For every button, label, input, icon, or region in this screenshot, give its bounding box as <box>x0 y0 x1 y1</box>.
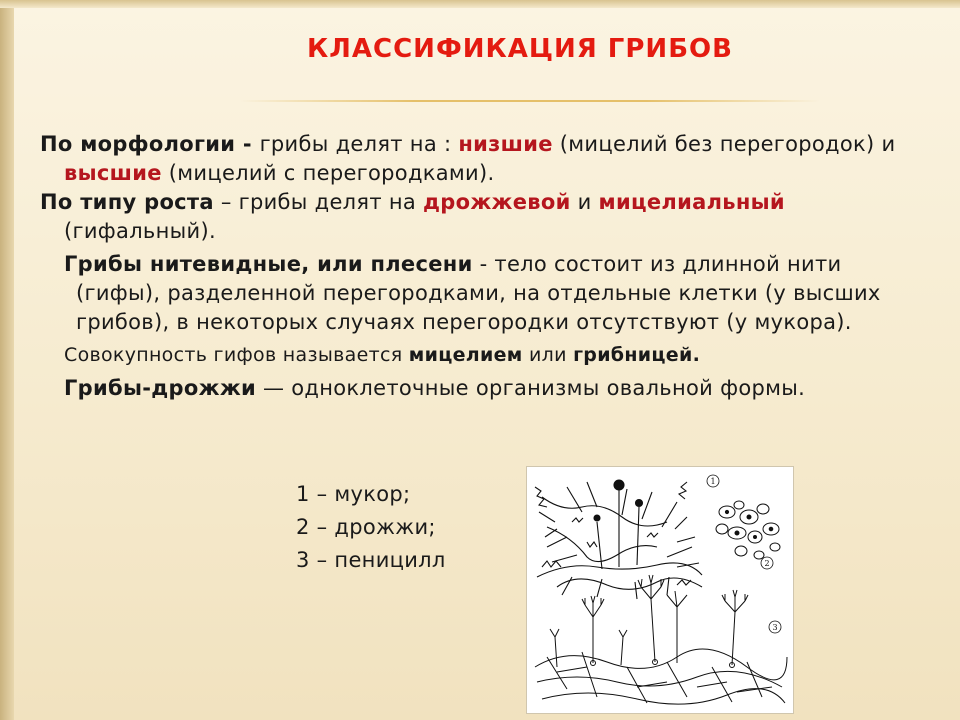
yeast-drawing <box>716 501 780 559</box>
marker-3 <box>769 621 781 633</box>
mucor-drawing <box>535 480 702 599</box>
slide-title: КЛАССИФИКАЦИЯ ГРИБОВ <box>307 34 733 64</box>
keyword-mycelial: мицелиальный <box>598 190 785 214</box>
term-mycelium-alt: грибницей. <box>573 344 701 366</box>
text: - тело состоит из длинной нити (гифы), разделенной перегородками, на отдельные клетки (у высших грибов), в некоторых случаях перегородки отсутствуют (у мукора). <box>76 252 881 334</box>
legend-item-penicillium: 3 – пеницилл <box>296 548 446 572</box>
figure-legend <box>296 478 446 577</box>
paragraph-morphology <box>40 130 920 188</box>
keyword-higher: высшие <box>64 161 162 185</box>
legend-item-mucor: 1 – мукор; <box>296 482 411 506</box>
paragraph-molds <box>40 250 920 337</box>
term-molds: Грибы нитевидные, или плесени <box>64 252 473 276</box>
text: Совокупность гифов называется <box>64 344 409 366</box>
svg-text:2: 2 <box>764 559 770 568</box>
term-yeasts: Грибы-дрожжи <box>64 376 257 400</box>
term-morphology: По морфологии - <box>40 132 260 156</box>
text: или <box>522 344 574 366</box>
paragraph-mycelium <box>40 341 920 370</box>
text: (мицелий без перегородок) и <box>552 132 896 156</box>
legend-item-yeast: 2 – дрожжи; <box>296 515 436 539</box>
slide-frame-top <box>0 0 960 8</box>
svg-text:1: 1 <box>710 477 716 486</box>
marker-1 <box>707 475 719 487</box>
text: грибы делят на : <box>259 132 459 156</box>
term-growth-type: По типу роста <box>40 190 214 214</box>
marker-2 <box>761 557 773 569</box>
title-underline <box>240 100 820 102</box>
text: — одноклеточные организмы овальной формы. <box>256 376 806 400</box>
term-mycelium: мицелием <box>408 344 523 366</box>
text: и <box>570 190 599 214</box>
text: (гифальный). <box>64 219 216 243</box>
slide-body <box>40 130 920 403</box>
keyword-yeast: дрожжевой <box>423 190 571 214</box>
keyword-lower: низшие <box>458 132 553 156</box>
paragraph-yeasts <box>40 374 920 403</box>
text: – грибы делят на <box>213 190 424 214</box>
fungi-illustration <box>526 466 794 714</box>
paragraph-growth-type <box>40 188 920 246</box>
fungi-drawing <box>527 467 793 713</box>
penicillium-drawing <box>535 575 787 704</box>
text: (мицелий с перегородками). <box>161 161 495 185</box>
svg-text:3: 3 <box>772 623 778 632</box>
slide-frame-left <box>0 0 14 720</box>
